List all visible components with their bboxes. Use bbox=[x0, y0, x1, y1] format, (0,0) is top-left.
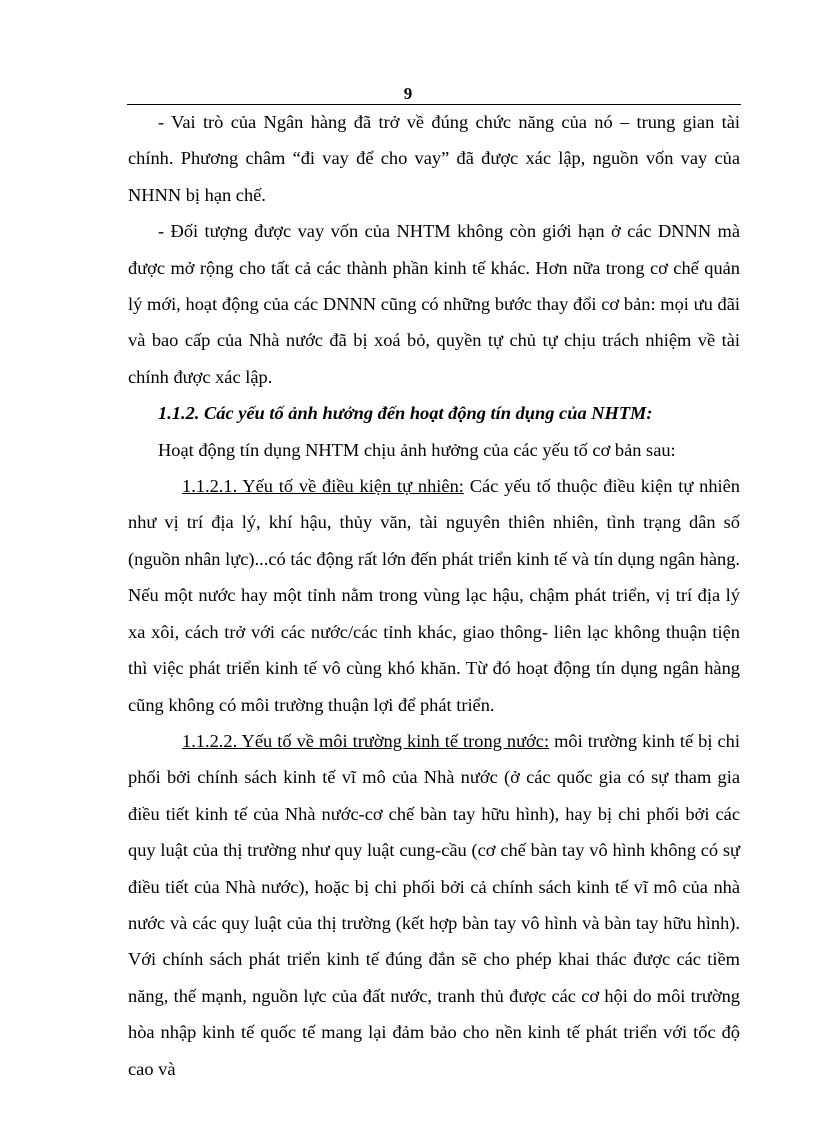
subsection-text-1-1-2-1: Các yếu tố thuộc điều kiện tự nhiên như vị trí địa lý, khí hậu, thủy văn, tài nguyên thiên nhiên, tình trạng dân số (nguồn nhân lực)...có tác động rất lớn đến phát triển kinh tế và tín dụng ngân hàng. Nếu một nước hay một tỉnh nằm trong vùng lạc hậu, chậm phát triển, vị trí địa lý xa xôi, cách trở với các nước/các tỉnh khác, giao thông- liên lạc không thuận tiện thì việc phát triển kinh tế vô cùng khó khăn. Từ đó hoạt động tín dụng ngân hàng cũng không có môi trường thuận lợi để phát triển. bbox=[128, 476, 740, 715]
subsection-title-1-1-2-2: 1.1.2.2. Yếu tố về môi trường kinh tế trong nước: bbox=[182, 730, 550, 751]
body-text bbox=[128, 104, 740, 1087]
paragraph-role-of-bank: - Vai trò của Ngân hàng đã trở về đúng chức năng của nó – trung gian tài chính. Phương châm “đi vay để cho vay” đã được xác lập, nguồn vốn vay của NHNN bị hạn chế. bbox=[128, 112, 740, 205]
section-heading-1-1-2: 1.1.2. Các yếu tố ảnh hưởng đến hoạt động tín dụng của NHTM: bbox=[158, 403, 653, 424]
paragraph-natural-conditions bbox=[128, 468, 740, 723]
subsection-title-1-1-2-1: 1.1.2.1. Yếu tố về điều kiện tự nhiên: bbox=[182, 476, 464, 497]
paragraph-borrowers: - Đối tượng được vay vốn của NHTM không còn giới hạn ở các DNNN mà được mở rộng cho tất cả các thành phần kinh tế khác. Hơn nữa trong cơ chế quản lý mới, hoạt động của các DNNN cũng có những bước thay đổi cơ bản: mọi ưu đãi và bao cấp của Nhà nước đã bị xoá bỏ, quyền tự chủ tự chịu trách nhiệm về tài chính được xác lập. bbox=[128, 221, 740, 387]
page-number: 9 bbox=[403, 84, 413, 103]
paragraph-economic-environment bbox=[128, 723, 740, 1087]
subsection-text-1-1-2-2: môi trường kinh tế bị chi phối bởi chính sách kinh tế vĩ mô của Nhà nước (ở các quốc gia có sự tham gia điều tiết kinh tế của Nhà nước-cơ chế bàn tay hữu hình), hay bị chi phối bởi các quy luật của thị trường như quy luật cung-cầu (cơ chế bàn tay vô hình không có sự điều tiết của Nhà nước), hoặc bị chi phối bởi cả chính sách kinh tế vĩ mô của nhà nước và các quy luật của thị trường (kết hợp bàn tay vô hình và bàn tay hữu hình). Với chính sách phát triển kinh tế đúng đắn sẽ cho phép khai thác được các tiềm năng, thế mạnh, nguồn lực của đất nước, tranh thủ được các cơ hội do môi trường hòa nhập kinh tế quốc tế mang lại đảm bảo cho nền kinh tế phát triển với tốc độ cao và bbox=[128, 730, 740, 1079]
paragraph-factors-intro: Hoạt động tín dụng NHTM chịu ảnh hưởng của các yếu tố cơ bản sau: bbox=[158, 439, 676, 460]
